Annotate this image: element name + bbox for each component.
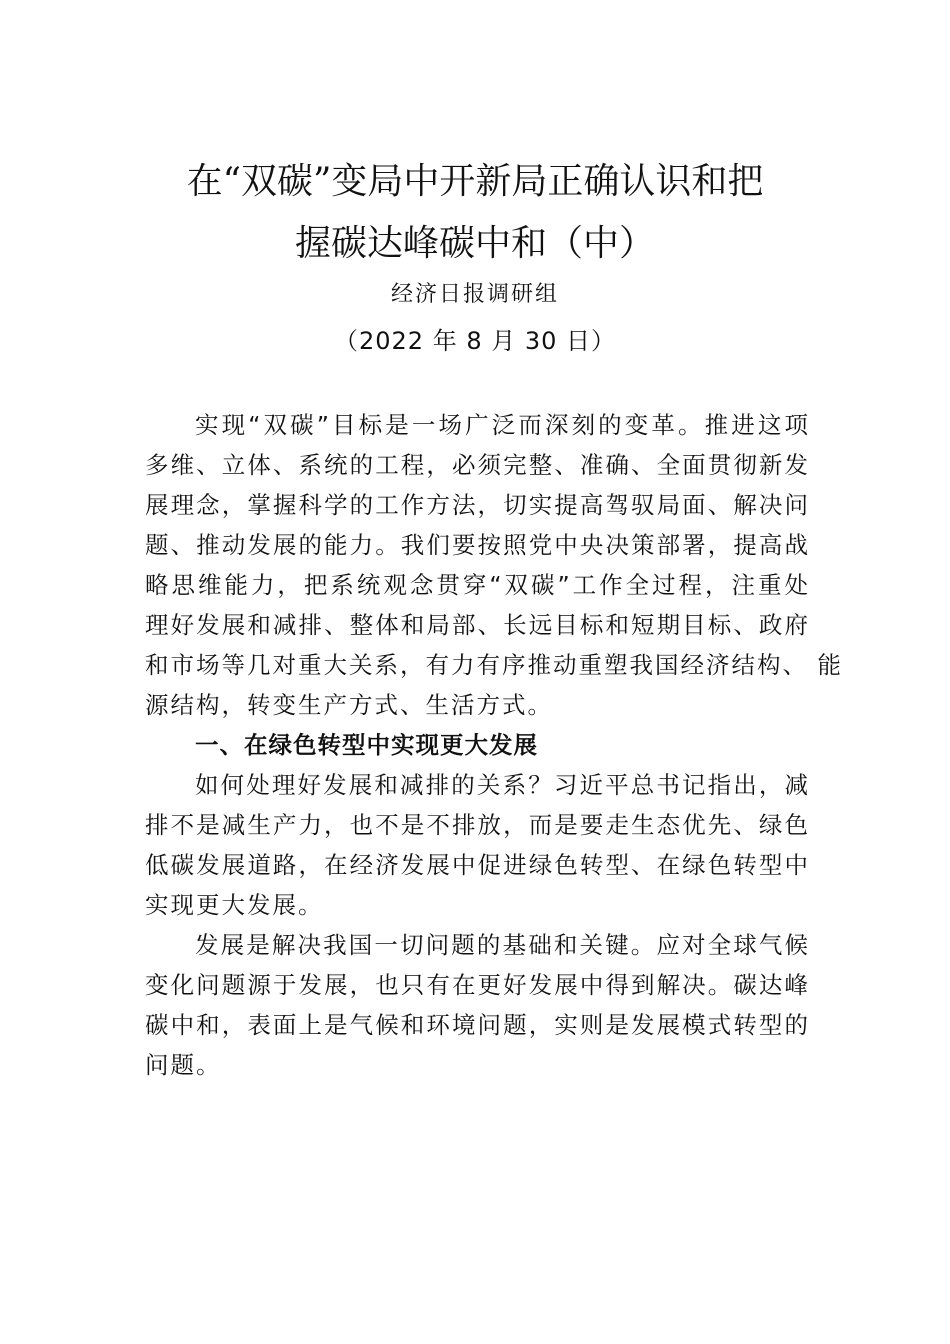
document-date: （2022 年 8 月 30 日） <box>333 327 617 355</box>
paragraph-line: 理好发展和减排、整体和局部、长远目标和短期目标、政府 <box>145 611 810 639</box>
paragraph-line: 排不是减生产力，也不是不排放，而是要走生态优先、绿色 <box>145 811 810 839</box>
paragraph-development-key <box>145 925 810 1085</box>
paragraph-line: 发展是解决我国一切问题的基础和关键。应对全球气候 <box>195 931 810 959</box>
paragraph-line: 和市场等几对重大关系，有力有序推动重塑我国经济结构、 能 <box>145 651 843 679</box>
paragraph-intro <box>145 405 843 725</box>
document-author: 经济日报调研组 <box>390 282 559 307</box>
paragraph-line: 碳中和，表面上是气候和环境问题，实则是发展模式转型的 <box>145 1011 810 1039</box>
paragraph-line: 问题。 <box>145 1051 222 1079</box>
paragraph-line: 略思维能力，把系统观念贯穿“双碳”工作全过程，注重处 <box>145 571 810 599</box>
paragraph-line: 多维、立体、系统的工程，必须完整、准确、全面贯彻新发 <box>145 451 810 479</box>
document-title-line-2: 握碳达峰碳中和（中） <box>294 223 655 264</box>
section-heading-text: 一、在绿色转型中实现更大发展 <box>195 731 538 759</box>
paragraph-line: 题、推动发展的能力。我们要按照党中央决策部署，提高战 <box>145 531 810 559</box>
section-heading <box>145 725 810 765</box>
paragraph-development-emission <box>145 765 810 925</box>
paragraph-line: 低碳发展道路，在经济发展中促进绿色转型、在绿色转型中 <box>145 851 810 879</box>
paragraph-line: 变化问题源于发展，也只有在更好发展中得到解决。碳达峰 <box>145 971 810 999</box>
document-title-line-1: 在“双碳”变局中开新局正确认识和把 <box>186 161 764 202</box>
paragraph-line: 展理念，掌握科学的工作方法，切实提高驾驭局面、解决问 <box>145 491 810 519</box>
paragraph-line: 实现更大发展。 <box>145 891 324 919</box>
paragraph-line: 源结构，转变生产方式、生活方式。 <box>145 691 553 719</box>
paragraph-line: 如何处理好发展和减排的关系？习近平总书记指出，减 <box>195 771 810 799</box>
paragraph-line: 实现“双碳”目标是一场广泛而深刻的变革。推进这项 <box>195 411 810 439</box>
